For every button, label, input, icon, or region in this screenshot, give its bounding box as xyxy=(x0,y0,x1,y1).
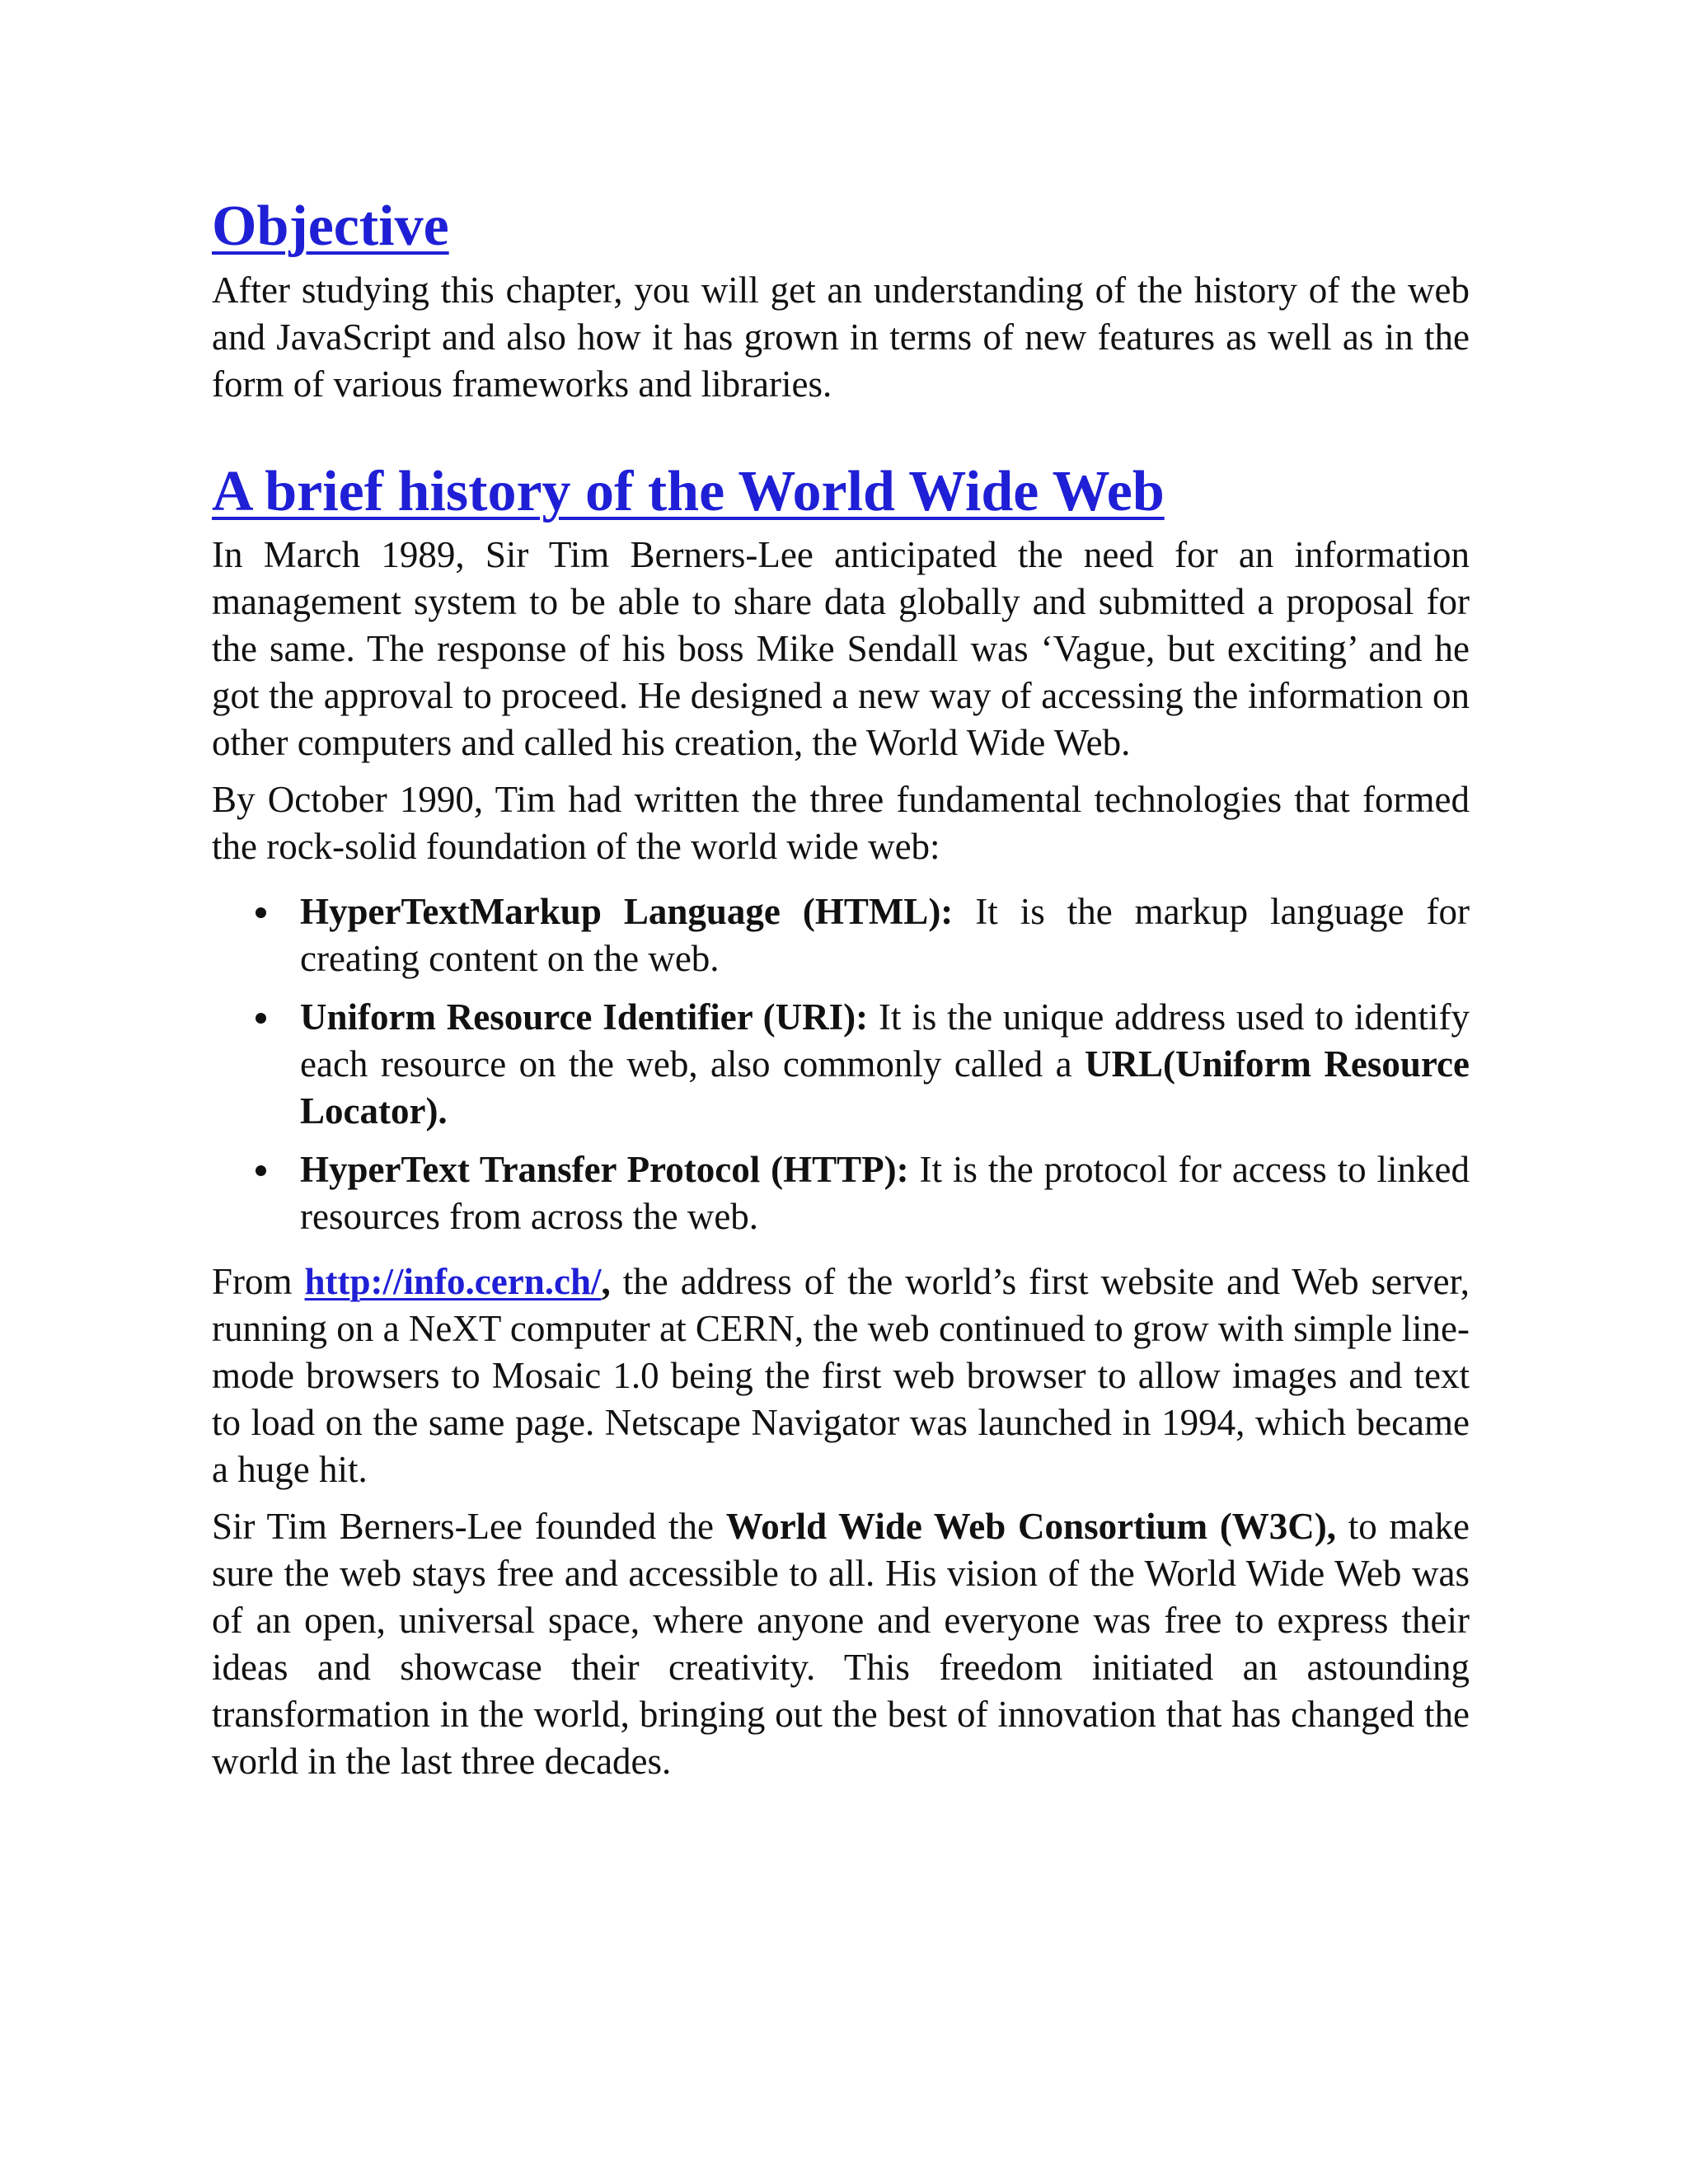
list-item-text: It is the unique address used to identify each resource on the web, also commonly called a xyxy=(300,996,1470,1085)
cern-link[interactable]: http://info.cern.ch/ xyxy=(304,1261,602,1302)
w3c-term: World Wide Web Consortium (W3C), xyxy=(725,1506,1337,1547)
history-paragraph-3 xyxy=(212,1258,1470,1493)
bullet-icon xyxy=(256,1013,266,1024)
history-paragraph-2: By October 1990, Tim had written the three fundamental technologies that formed the rock-solid foundation of the world wide web: xyxy=(212,779,1470,867)
list-item-html xyxy=(300,888,1470,982)
paragraph-prefix: Sir Tim Berners-Lee founded the xyxy=(212,1506,726,1547)
bullet-icon xyxy=(256,1165,266,1176)
list-item-term: HyperTextMarkup Language (HTML): xyxy=(300,891,954,932)
bullet-icon xyxy=(256,907,266,918)
paragraph-text: to make sure the web stays free and accessible to all. His vision of the World Wide Web was of an open, universal space, where anyone and everyone was free to express their ideas and showcase their creativity. This freedom initiated an astounding transformation in the world, bringing out the best of innovation that has changed the world in the last three decades. xyxy=(212,1506,1470,1782)
list-item-uri xyxy=(300,994,1470,1135)
objective-paragraph: After studying this chapter, you will get an understanding of the history of the web and JavaScript and also how it has grown in terms of new features as well as in the form of various frameworks and libraries. xyxy=(212,269,1470,405)
list-item-term: HyperText Transfer Protocol (HTTP): xyxy=(300,1149,909,1190)
list-item-http xyxy=(300,1146,1470,1240)
link-comma: , xyxy=(601,1261,611,1302)
history-paragraph-4 xyxy=(212,1503,1470,1785)
list-item-text: It is the markup language for creating content on the web. xyxy=(300,891,1470,979)
paragraph-prefix: From xyxy=(212,1261,305,1302)
objective-heading: Objective xyxy=(212,194,449,258)
history-paragraph-1: In March 1989, Sir Tim Berners-Lee anticipated the need for an information management system to be able to share data globally and submitted a proposal for the same. The response of his boss Mike Sendall was ‘Vague, but exciting’ and he got the approval to proceed. He designed a new way of accessing the information on other computers and called his creation, the World Wide Web. xyxy=(212,534,1470,763)
paragraph-text: the address of the world’s first website and Web server, running on a NeXT computer at CERN, the web continued to grow with simple line-mode browsers to Mosaic 1.0 being the first web browser to allow images and text to load on the same page. Netscape Navigator was launched in 1994, which became a huge hit. xyxy=(212,1261,1470,1490)
technologies-list xyxy=(212,888,1470,1240)
history-heading: A brief history of the World Wide Web xyxy=(212,459,1165,523)
document-page xyxy=(212,194,1470,1795)
list-item-term: Uniform Resource Identifier (URI): xyxy=(300,996,869,1038)
list-item-extra-term: URL(Uniform Resource Locator). xyxy=(300,1043,1470,1132)
list-item-text: It is the protocol for access to linked resources from across the web. xyxy=(300,1149,1470,1237)
